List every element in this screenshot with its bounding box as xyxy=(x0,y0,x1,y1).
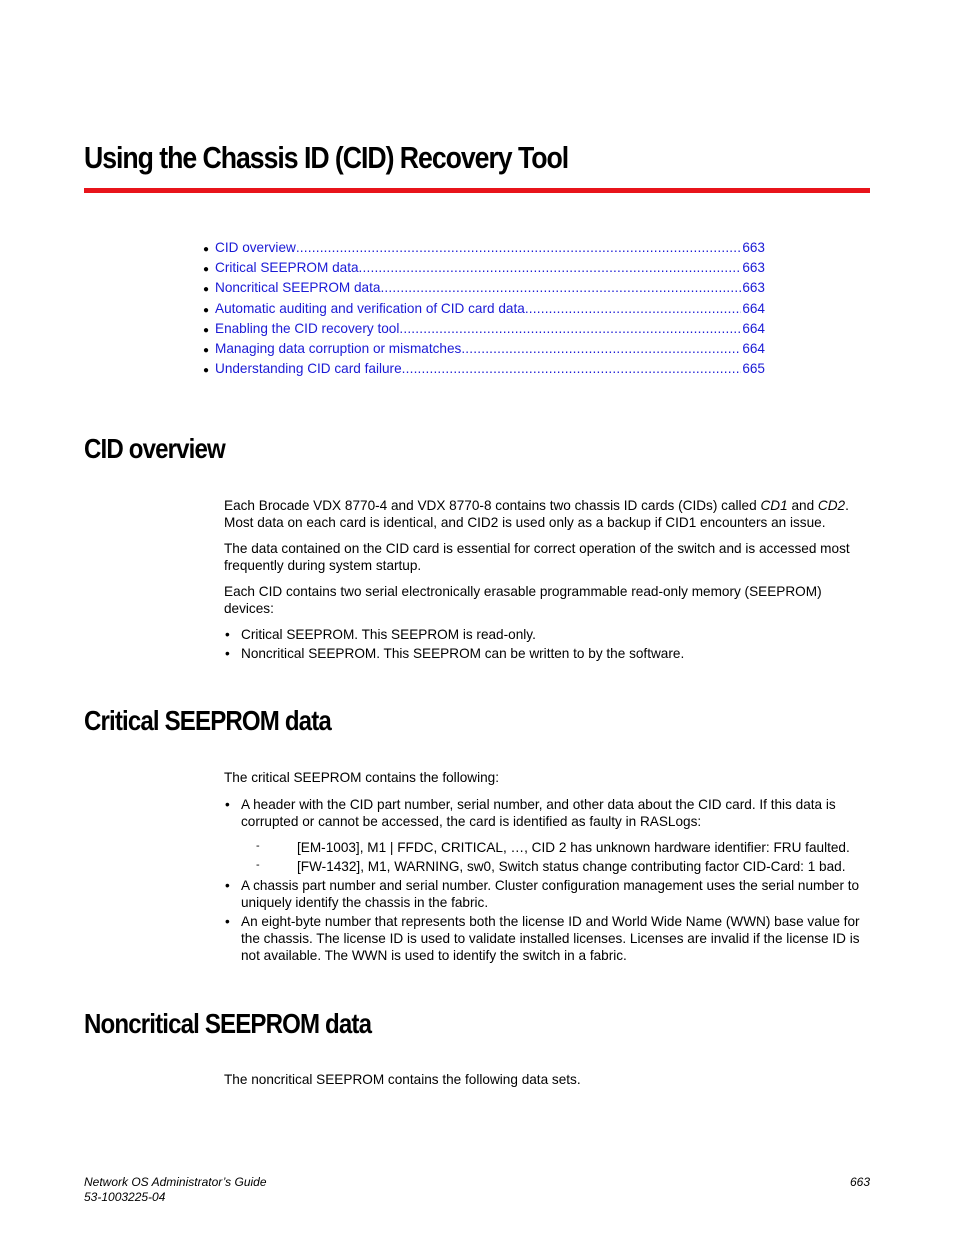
toc-link-cid-overview[interactable]: CID overview ..... 663 xyxy=(215,240,765,255)
bullet-icon: ● xyxy=(203,264,210,276)
list-item: • Critical SEEPROM. This SEEPROM is read-only. xyxy=(224,626,874,643)
bullet-icon: ● xyxy=(203,324,210,336)
toc-link-critical-seeprom[interactable]: Critical SEEPROM data ..... 663 xyxy=(215,260,765,275)
paragraph: The noncritical SEEPROM contains the following data sets. xyxy=(224,1072,581,1087)
critical-seeprom-body xyxy=(224,769,874,966)
bullet-list xyxy=(224,877,874,964)
footer-doc-number: 53-1003225-04 xyxy=(84,1190,166,1204)
toc-item xyxy=(203,301,765,321)
toc-link-managing-data-corruption[interactable]: Managing data corruption or mismatches ..... 664 xyxy=(215,341,765,356)
bullet-icon: ● xyxy=(203,344,210,356)
toc-link-enabling-recovery-tool[interactable]: Enabling the CID recovery tool ..... 664 xyxy=(215,321,765,336)
list-item: • A header with the CID part number, serial number, and other data about the CID card. If this data is corrupted or cannot be accessed, the card is identified as faulty in RASLogs: xyxy=(224,796,874,830)
list-item: • Noncritical SEEPROM. This SEEPROM can be written to by the software. xyxy=(224,645,874,662)
section-heading-cid-overview: CID overview xyxy=(84,433,225,464)
footer-left xyxy=(84,1175,267,1205)
list-item: • An eight-byte number that represents both the license ID and World Wide Name (WWN) base value for the chassis. The license ID is used to validate installed licenses. Licenses are invalid if the license ID is not available. The WWN is used to identify the switch in a fabric. xyxy=(224,913,874,964)
bullet-icon: ● xyxy=(203,284,210,296)
toc-link-automatic-auditing[interactable]: Automatic auditing and verification of CID card data ..... 664 xyxy=(215,301,765,316)
toc-item xyxy=(203,280,765,300)
bullet-list xyxy=(224,626,874,662)
bullet-icon: ● xyxy=(203,244,210,255)
toc-link-noncritical-seeprom[interactable]: Noncritical SEEPROM data ..... 663 xyxy=(215,280,765,295)
toc-item xyxy=(203,341,765,361)
chapter-title: Using the Chassis ID (CID) Recovery Tool xyxy=(84,140,569,175)
title-rule xyxy=(84,188,870,193)
paragraph: The data contained on the CID card is essential for correct operation of the switch and is accessed most frequently during system startup. xyxy=(224,541,850,573)
paragraph: Each Brocade VDX 8770-4 and VDX 8770-8 contains two chassis ID cards (CIDs) called CD1 and CD2. Most data on each card is identical, and CID2 is used only as a backup if CID1 encounters an issue. xyxy=(224,498,849,530)
bullet-list xyxy=(224,796,874,830)
bullet-icon: ● xyxy=(203,304,210,316)
toc-item xyxy=(203,240,765,260)
toc-item xyxy=(203,321,765,341)
section-heading-critical-seeprom: Critical SEEPROM data xyxy=(84,705,331,736)
list-item: • A chassis part number and serial number. Cluster configuration management uses the serial number to uniquely identify the chassis in the fabric. xyxy=(224,877,874,911)
toc-item xyxy=(203,361,765,381)
toc-item xyxy=(203,260,765,280)
paragraph: The critical SEEPROM contains the following: xyxy=(224,770,500,785)
sub-list-item: - [FW-1432], M1, WARNING, sw0, Switch status change contributing factor CID-Card: 1 bad. xyxy=(224,858,874,875)
noncritical-seeprom-body xyxy=(224,1071,874,1097)
paragraph: Each CID contains two serial electronically erasable programmable read-only memory (SEEPROM) devices: xyxy=(224,584,822,616)
sub-list xyxy=(224,839,874,875)
section-heading-noncritical-seeprom: Noncritical SEEPROM data xyxy=(84,1008,372,1039)
toc-link-cid-card-failure[interactable]: Understanding CID card failure ..... 665 xyxy=(215,361,765,376)
sub-list-item: - [EM-1003], M1 | FFDC, CRITICAL, …, CID 2 has unknown hardware identifier: FRU faulted. xyxy=(224,839,874,856)
table-of-contents xyxy=(203,240,765,381)
cid-overview-body xyxy=(224,497,874,664)
footer-page-number: 663 xyxy=(849,1175,870,1189)
bullet-icon: ● xyxy=(203,365,210,377)
footer-guide-title: Network OS Administrator’s Guide xyxy=(84,1175,267,1189)
